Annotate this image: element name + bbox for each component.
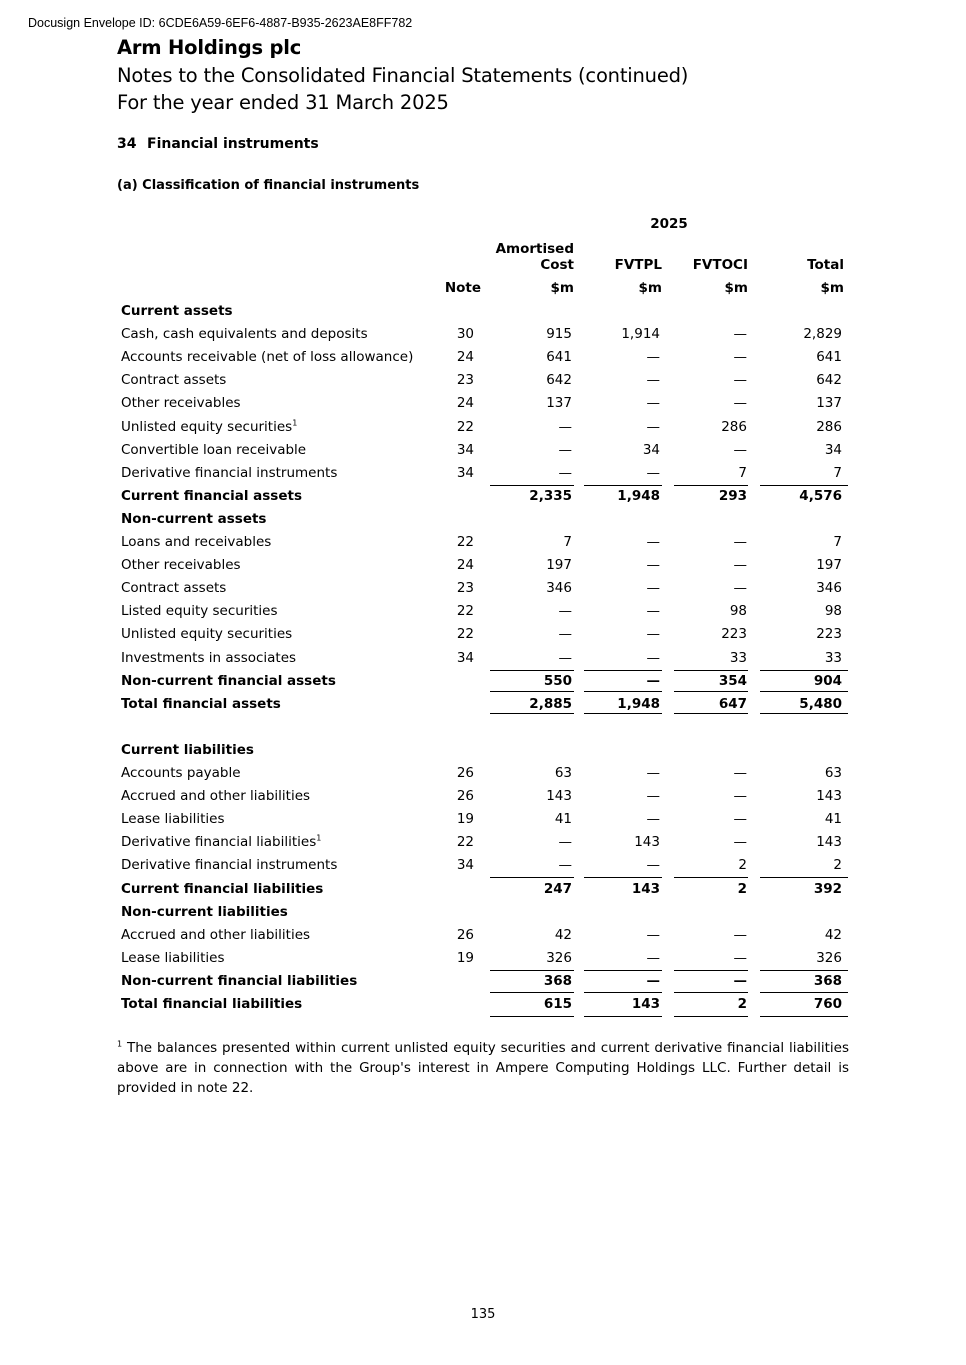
total-cell: 223	[816, 626, 842, 643]
table-row	[0, 392, 966, 415]
page-number: 135	[470, 1307, 496, 1322]
fvtoci-cell: —	[733, 395, 747, 412]
unit-fvtpl: $m	[638, 280, 662, 296]
fvtoci-cell: 33	[729, 649, 747, 666]
fvtpl-cell: —	[646, 626, 660, 643]
subtotal-rule	[584, 670, 662, 671]
amortised-cost-cell: 7	[563, 534, 572, 550]
amortised-cost-cell: —	[558, 834, 572, 851]
note-cell: 19	[456, 811, 474, 828]
fvtoci-cell: 7	[738, 464, 747, 481]
note-cell: 22	[456, 834, 474, 851]
total-cell: 326	[816, 949, 842, 966]
table-row	[0, 947, 966, 970]
fvtpl-cell: —	[646, 949, 660, 966]
note-cell: 34	[456, 464, 474, 481]
row-label-text: Accrued and other liabilities	[121, 926, 311, 943]
table-row	[0, 485, 966, 508]
row-label-text: Accrued and other liabilities	[121, 788, 311, 805]
row-label-text: Contract assets	[121, 372, 227, 389]
amortised-cost-cell: 326	[546, 949, 572, 966]
note-cell: 34	[456, 441, 474, 458]
note-cell: 34	[456, 649, 474, 666]
fvtoci-cell: —	[733, 765, 747, 781]
subtotal-rule	[760, 992, 848, 993]
footnote-ref: 1	[316, 833, 322, 843]
total-cell: 760	[813, 996, 842, 1012]
fvtoci-cell: 647	[718, 695, 747, 712]
fvtpl-cell: 143	[634, 834, 660, 851]
note-cell: 24	[456, 557, 474, 574]
row-label	[121, 834, 321, 850]
total-cell: 42	[824, 926, 842, 943]
row-label	[121, 650, 296, 666]
total-rule	[674, 1016, 748, 1017]
table-row	[0, 924, 966, 947]
fvtpl-cell: —	[646, 811, 660, 828]
company-name: Arm Holdings plc	[117, 36, 302, 59]
col-header-fvtpl: FVTPL	[614, 257, 662, 273]
footnote-text: The balances presented within current unlisted equity securities and current derivative financial liabilities above are in connection with the Group's interest in Ampere Computing Holdings LLC. Further detail is provided in note 22.	[117, 1040, 849, 1096]
subtotal-rule	[674, 992, 748, 993]
amortised-cost-cell: 641	[546, 349, 572, 366]
row-label-text: Unlisted equity securities	[121, 626, 293, 643]
amortised-cost-cell: 247	[543, 880, 572, 897]
subtotal-rule	[490, 877, 574, 878]
row-label-text: Current liabilities	[121, 741, 254, 758]
fvtpl-cell: —	[646, 557, 660, 574]
footnote-ref: 1	[292, 418, 298, 427]
table-row	[0, 647, 966, 670]
unit-fvtoci: $m	[724, 280, 748, 296]
subtotal-rule	[584, 485, 662, 486]
row-label-text: Current assets	[121, 303, 233, 319]
total-cell: 368	[813, 972, 842, 989]
row-label	[121, 349, 413, 365]
row-label-text: Cash, cash equivalents and deposits	[121, 326, 368, 343]
col-header-amortised-line1: Amortised	[495, 241, 574, 257]
fvtpl-cell: —	[646, 395, 660, 412]
table-row	[0, 623, 966, 646]
row-label-text: Non-current assets	[121, 510, 267, 527]
table-row	[0, 300, 966, 323]
col-header-fvtoci: FVTOCI	[692, 257, 748, 273]
total-cell: 642	[816, 372, 842, 389]
total-cell: 41	[824, 811, 842, 828]
row-label-text: Contract assets	[121, 580, 227, 597]
note-cell: 22	[456, 534, 474, 550]
table-row	[0, 323, 966, 346]
row-label	[121, 395, 241, 411]
fvtpl-cell: —	[646, 649, 660, 666]
row-label-text: Other receivables	[121, 395, 241, 412]
col-header-total: Total	[807, 257, 844, 273]
fvtpl-cell: —	[646, 534, 660, 550]
row-label-text: Lease liabilities	[121, 811, 225, 828]
row-label	[121, 950, 224, 966]
row-label-text: Unlisted equity securities	[121, 418, 293, 435]
row-label-text: Total financial assets	[121, 695, 281, 712]
fvtoci-cell: —	[733, 372, 747, 389]
row-label-text: Accounts payable	[121, 765, 241, 781]
table-row	[0, 577, 966, 600]
subtotal-rule	[490, 670, 574, 671]
fvtpl-cell: 1,948	[617, 695, 660, 712]
row-label-text: Non-current financial liabilities	[121, 972, 358, 989]
table-row	[0, 993, 966, 1016]
table-row	[0, 369, 966, 392]
amortised-cost-cell: 41	[554, 811, 572, 828]
row-label	[121, 742, 254, 758]
table-row	[0, 739, 966, 762]
row-label-text: Convertible loan receivable	[121, 441, 307, 458]
row-label	[121, 603, 278, 619]
table-row	[0, 785, 966, 808]
row-label	[121, 696, 281, 712]
row-label	[121, 303, 233, 319]
subtotal-rule	[490, 485, 574, 486]
row-label-text: Current financial liabilities	[121, 880, 324, 897]
row-label-text: Loans and receivables	[121, 534, 272, 550]
fvtoci-cell: —	[733, 788, 747, 805]
row-label-text: Listed equity securities	[121, 603, 278, 620]
amortised-cost-cell: 2,335	[529, 487, 572, 504]
table-row	[0, 716, 966, 739]
fvtoci-cell: —	[733, 326, 747, 343]
year-header: 2025	[650, 216, 688, 232]
subtotal-rule	[584, 970, 662, 971]
total-rule	[760, 1016, 848, 1017]
subsection-heading: (a) Classification of financial instruments	[117, 178, 420, 193]
amortised-cost-cell: —	[558, 441, 572, 458]
section-number: 34	[117, 136, 137, 152]
row-label	[121, 927, 310, 943]
row-label	[121, 811, 224, 827]
row-label-text: Total financial liabilities	[121, 996, 303, 1012]
note-cell: 23	[456, 580, 474, 597]
subtotal-rule	[674, 691, 748, 692]
total-cell: 346	[816, 580, 842, 597]
row-label-text: Investments in associates	[121, 649, 297, 666]
amortised-cost-cell: —	[558, 857, 572, 874]
fvtoci-cell: —	[733, 972, 747, 989]
row-label	[121, 973, 357, 989]
row-label	[121, 326, 368, 342]
docusign-envelope-id: Docusign Envelope ID: 6CDE6A59-6EF6-4887-B935-2623AE8FF782	[28, 16, 413, 30]
amortised-cost-cell: 137	[546, 395, 572, 412]
total-rule	[490, 713, 574, 714]
row-label-text: Non-current financial assets	[121, 672, 336, 689]
fvtpl-cell: —	[646, 672, 660, 689]
subtotal-rule	[674, 877, 748, 878]
amortised-cost-cell: 346	[546, 580, 572, 597]
fvtpl-cell: —	[646, 603, 660, 620]
table-row	[0, 554, 966, 577]
fvtpl-cell: —	[646, 972, 660, 989]
fvtoci-cell: —	[733, 811, 747, 828]
total-cell: 7	[833, 464, 842, 481]
total-cell: 7	[833, 534, 842, 550]
subtotal-rule	[584, 992, 662, 993]
section-heading	[117, 136, 319, 152]
table-row	[0, 670, 966, 693]
total-rule	[760, 713, 848, 714]
amortised-cost-cell: —	[558, 649, 572, 666]
fvtpl-cell: 143	[631, 880, 660, 897]
fvtpl-cell: —	[646, 580, 660, 597]
total-cell: 2	[833, 857, 842, 874]
row-label-text: Current financial assets	[121, 487, 302, 504]
total-cell: 4,576	[799, 487, 842, 504]
fvtpl-cell: 34	[642, 441, 660, 458]
row-label	[121, 904, 288, 920]
total-cell: 2,829	[803, 326, 842, 343]
total-cell: 34	[824, 441, 842, 458]
subtotal-rule	[584, 691, 662, 692]
amortised-cost-cell: 550	[543, 672, 572, 689]
table-row	[0, 416, 966, 439]
total-cell: 143	[816, 788, 842, 805]
amortised-cost-cell: 143	[546, 788, 572, 805]
note-cell: 30	[456, 326, 474, 343]
row-label	[121, 765, 241, 781]
fvtpl-cell: —	[646, 464, 660, 481]
row-label-text: Non-current liabilities	[121, 903, 288, 920]
fvtoci-cell: 293	[718, 487, 747, 504]
subtotal-rule	[760, 970, 848, 971]
fvtpl-cell: —	[646, 372, 660, 389]
row-label-text: Lease liabilities	[121, 949, 225, 966]
table-row	[0, 462, 966, 485]
col-header-amortised-line2: Cost	[540, 257, 574, 273]
row-label	[121, 626, 292, 642]
subtotal-rule	[760, 691, 848, 692]
note-cell: 23	[456, 372, 474, 389]
reporting-period: For the year ended 31 March 2025	[117, 91, 449, 114]
table-row	[0, 831, 966, 854]
row-label	[121, 442, 306, 458]
row-label	[121, 465, 337, 481]
unit-amortised: $m	[550, 280, 574, 296]
subtotal-rule	[674, 485, 748, 486]
amortised-cost-cell: 615	[543, 996, 572, 1012]
row-label	[121, 511, 266, 527]
table-row	[0, 600, 966, 623]
row-label	[121, 557, 241, 573]
fvtoci-cell: 223	[721, 626, 747, 643]
subtotal-rule	[584, 877, 662, 878]
amortised-cost-cell: 197	[546, 557, 572, 574]
total-cell: 392	[813, 880, 842, 897]
total-cell: 286	[816, 418, 842, 435]
subtotal-rule	[674, 970, 748, 971]
fvtoci-cell: —	[733, 557, 747, 574]
fvtoci-cell: 286	[721, 418, 747, 435]
row-label	[121, 534, 271, 550]
subtotal-rule	[490, 970, 574, 971]
note-cell: 24	[456, 395, 474, 412]
unit-total: $m	[820, 280, 844, 296]
fvtoci-cell: 354	[718, 672, 747, 689]
table-row	[0, 508, 966, 531]
row-label-text: Accounts receivable (net of loss allowance)	[121, 349, 414, 366]
fvtpl-cell: —	[646, 788, 660, 805]
table-row	[0, 808, 966, 831]
total-rule	[584, 713, 662, 714]
fvtpl-cell: —	[646, 349, 660, 366]
fvtpl-cell: —	[646, 418, 660, 435]
fvtoci-cell: 2	[738, 857, 747, 874]
total-cell: 143	[816, 834, 842, 851]
fvtoci-cell: —	[733, 534, 747, 550]
amortised-cost-cell: 63	[554, 765, 572, 781]
row-label	[121, 372, 226, 388]
note-cell: 26	[456, 926, 474, 943]
total-cell: 98	[824, 603, 842, 620]
subtotal-rule	[490, 691, 574, 692]
note-cell: 22	[456, 418, 474, 435]
amortised-cost-cell: —	[558, 464, 572, 481]
note-cell: 24	[456, 349, 474, 366]
fvtpl-cell: —	[646, 926, 660, 943]
note-cell: 26	[456, 788, 474, 805]
row-label-text: Derivative financial instruments	[121, 464, 338, 481]
subtotal-rule	[674, 670, 748, 671]
footnote-marker: 1	[117, 1039, 123, 1049]
row-label	[121, 788, 310, 804]
row-label	[121, 580, 226, 596]
row-label	[121, 996, 302, 1012]
fvtoci-cell: —	[733, 834, 747, 851]
row-label-text: Other receivables	[121, 557, 241, 574]
amortised-cost-cell: 2,885	[529, 695, 572, 712]
fvtpl-cell: —	[646, 857, 660, 874]
row-label	[121, 881, 323, 897]
amortised-cost-cell: 915	[546, 326, 572, 343]
total-cell: 5,480	[799, 695, 842, 712]
total-rule	[674, 713, 748, 714]
subtotal-rule	[490, 992, 574, 993]
amortised-cost-cell: 642	[546, 372, 572, 389]
document-subtitle: Notes to the Consolidated Financial Statements (continued)	[117, 64, 689, 87]
fvtpl-cell: 1,914	[621, 326, 660, 343]
row-label	[121, 488, 302, 504]
subtotal-rule	[760, 485, 848, 486]
total-cell: 33	[824, 649, 842, 666]
note-cell: 19	[456, 949, 474, 966]
amortised-cost-cell: —	[558, 603, 572, 620]
row-label	[121, 857, 337, 873]
total-cell: 197	[816, 557, 842, 574]
row-label-text: Derivative financial liabilities	[121, 834, 317, 851]
note-cell: 22	[456, 603, 474, 620]
total-cell: 641	[816, 349, 842, 366]
row-label-text: Derivative financial instruments	[121, 857, 338, 874]
table-row	[0, 531, 966, 554]
note-cell: 22	[456, 626, 474, 643]
total-cell: 63	[824, 765, 842, 781]
col-header-note: Note	[444, 280, 481, 296]
subtotal-rule	[760, 877, 848, 878]
fvtoci-cell: —	[733, 926, 747, 943]
total-rule	[490, 1016, 574, 1017]
table-row	[0, 901, 966, 924]
table-row	[0, 970, 966, 993]
amortised-cost-cell: —	[558, 626, 572, 643]
subtotal-rule	[760, 670, 848, 671]
table-row	[0, 762, 966, 785]
fvtoci-cell: 2	[737, 996, 747, 1012]
total-rule	[584, 1016, 662, 1017]
fvtoci-cell: —	[733, 580, 747, 597]
row-label	[121, 673, 336, 689]
fvtpl-cell: 143	[631, 996, 660, 1012]
fvtoci-cell: —	[733, 949, 747, 966]
total-cell: 137	[816, 395, 842, 412]
amortised-cost-cell: —	[558, 418, 572, 435]
amortised-cost-cell: 42	[554, 926, 572, 943]
section-title: Financial instruments	[147, 136, 319, 152]
fvtpl-cell: 1,948	[617, 487, 660, 504]
fvtoci-cell: 2	[737, 880, 747, 897]
table-row	[0, 439, 966, 462]
note-cell: 26	[456, 765, 474, 781]
footnote	[117, 1038, 849, 1098]
fvtoci-cell: —	[733, 441, 747, 458]
fvtoci-cell: —	[733, 349, 747, 366]
amortised-cost-cell: 368	[543, 972, 572, 989]
fvtpl-cell: —	[646, 765, 660, 781]
row-label	[121, 419, 297, 435]
total-cell: 904	[813, 672, 842, 689]
table-row	[0, 878, 966, 901]
note-cell: 34	[456, 857, 474, 874]
table-row	[0, 346, 966, 369]
table-row	[0, 854, 966, 877]
fvtoci-cell: 98	[729, 603, 747, 620]
